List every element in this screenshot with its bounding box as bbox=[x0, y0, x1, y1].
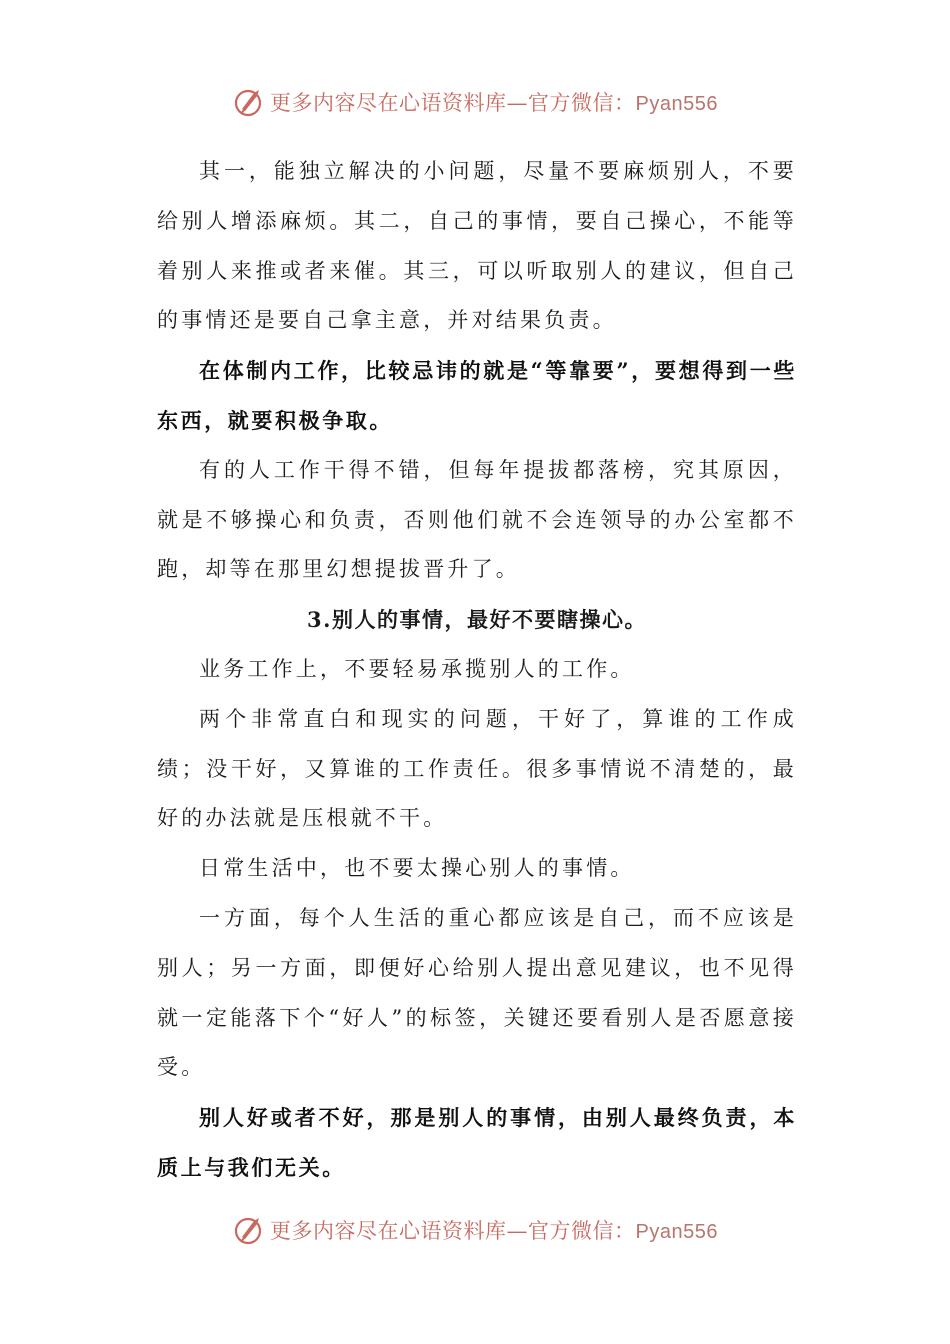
section-heading: 3.别人的事情，最好不要瞎操心。 bbox=[307, 607, 647, 633]
header-watermark bbox=[0, 80, 950, 124]
paragraph: 两个非常直白和现实的问题，干好了，算谁的工作成绩；没干好，又算谁的工作责任。很多事情说不清楚的，最好的办法就是压根就不干。 bbox=[157, 706, 797, 831]
paragraph: 一方面，每个人生活的重心都应该是自己，而不应该是别人；另一方面，即便好心给别人提出意见建议，也不见得就一定能落下个“好人”的标签，关键还要看别人是否愿意接受。 bbox=[157, 905, 797, 1080]
paragraph: 业务工作上，不要轻易承揽别人的工作。 bbox=[199, 656, 635, 681]
footer-wechat-id: Pyan556 bbox=[635, 1221, 718, 1243]
pen-nib-logo-icon bbox=[232, 85, 266, 119]
header-watermark-text: 更多内容尽在心语资料库—官方微信：Pyan556 bbox=[270, 91, 718, 115]
header-wechat-id: Pyan556 bbox=[635, 93, 718, 115]
bold-paragraph: 别人好或者不好，那是别人的事情，由别人最终负责，本质上与我们无关。 bbox=[157, 1105, 797, 1180]
paragraph: 日常生活中，也不要太操心别人的事情。 bbox=[199, 856, 635, 881]
bold-paragraph: 在体制内工作，比较忌讳的就是“等靠要”，要想得到一些东西，就要积极争取。 bbox=[157, 358, 797, 433]
paragraph: 其一，能独立解决的小问题，尽量不要麻烦别人，不要给别人增添麻烦。其二，自己的事情，要自己操心，不能等着别人来推或者来催。其三，可以听取别人的建议，但自己的事情还是要自己拿主意，并对结果负责。 bbox=[157, 159, 797, 333]
footer-watermark-text: 更多内容尽在心语资料库—官方微信：Pyan556 bbox=[270, 1219, 718, 1243]
footer-watermark bbox=[0, 1208, 950, 1252]
pen-nib-logo-icon bbox=[232, 1213, 266, 1247]
paragraph: 有的人工作干得不错，但每年提拔都落榜，究其原因，就是不够操心和负责，否则他们就不会连领导的办公室都不跑，却等在那里幻想提拔晋升了。 bbox=[157, 457, 797, 582]
document-body bbox=[157, 147, 797, 1193]
